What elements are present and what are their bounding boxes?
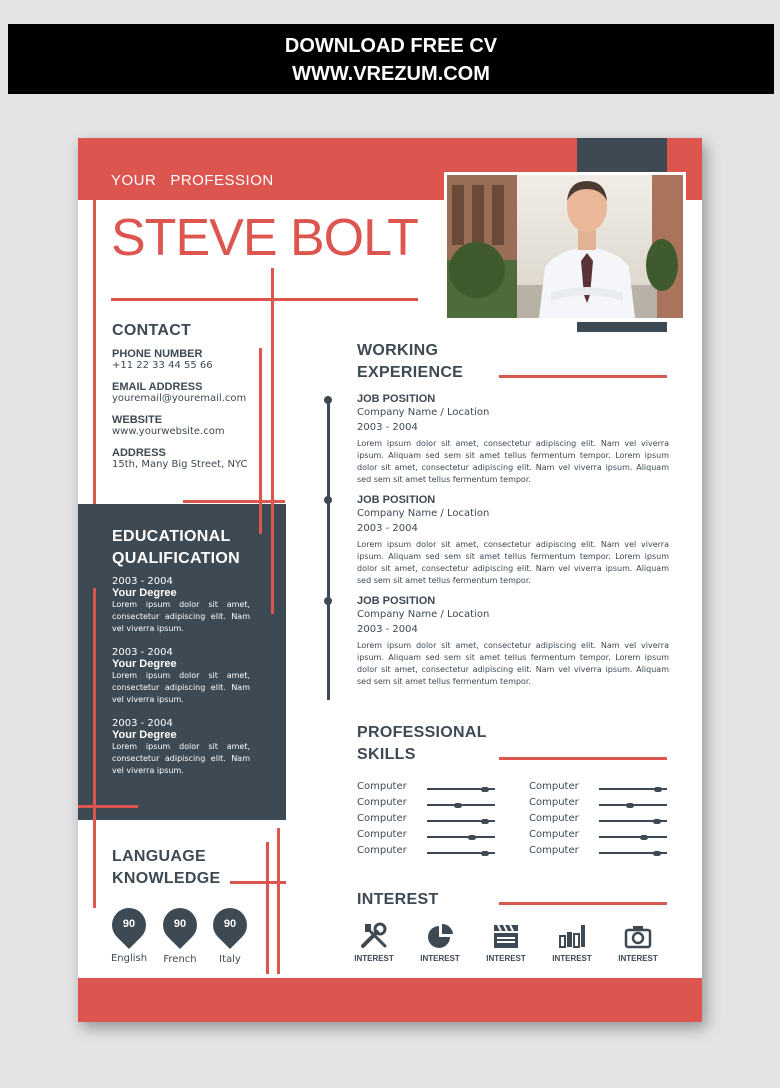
skills-left-column (357, 781, 497, 861)
interest-item (542, 922, 602, 963)
job-title: JOB POSITION (357, 494, 436, 506)
skill-name: Computer (529, 829, 579, 840)
skill-name: Computer (529, 845, 579, 856)
resume-sheet (78, 138, 702, 1022)
deco-line (183, 500, 285, 503)
contact-value: 15th, Many Big Street, NYC (112, 459, 248, 470)
timeline-line (327, 400, 330, 700)
interest-item (410, 922, 470, 963)
edu-years: 2003 - 2004 (112, 647, 173, 658)
contact-value: www.yourwebsite.com (112, 426, 225, 437)
language-title-line: LANGUAGE (112, 848, 206, 865)
interest-label: INTEREST (552, 954, 592, 963)
skill-name: Computer (357, 781, 407, 792)
deco-line (271, 504, 274, 614)
skills-title-line: PROFESSIONAL (357, 724, 487, 741)
skill-bar (427, 804, 495, 806)
edu-years: 2003 - 2004 (112, 576, 173, 587)
deco-line (230, 881, 286, 884)
skill-bar (427, 820, 495, 822)
deco-line (111, 298, 418, 301)
job-desc: Lorem ipsum dolor sit amet, consectetur adipiscing elit. Nam vel viverra ipsum. Aliquam sed sem sit amet tellus fermentum tempor. Lorem ipsum dolor sit amet, consectetur adipiscing elit. Nam vel viverra ipsum. Aliquam sed sem sit amet tellus fermentum tempor. (357, 641, 669, 686)
skills-right-column (529, 781, 669, 861)
tools-icon (359, 922, 389, 950)
contact-label: PHONE NUMBER (112, 348, 203, 360)
contact-label: WEBSITE (112, 414, 163, 426)
top-banner (8, 24, 774, 94)
contact-label: ADDRESS (112, 447, 166, 459)
skill-row (357, 845, 497, 861)
deco-line (499, 757, 667, 760)
skill-row (529, 797, 669, 813)
edu-desc: Lorem ipsum dolor sit amet, consectetur adipiscing elit. Nam vel viverra ipsum. (112, 671, 250, 704)
experience-item (357, 494, 669, 587)
language-name: English (110, 953, 148, 964)
language-name: French (163, 954, 197, 965)
banner-url: WWW.VREZUM.COM (292, 63, 490, 85)
pie-chart-icon (425, 922, 455, 950)
skill-row (529, 781, 669, 797)
contact-title: CONTACT (112, 322, 192, 339)
profession-label: YOUR PROFESSION (111, 172, 274, 189)
profile-photo (447, 175, 683, 318)
skill-bar (599, 836, 667, 838)
skill-level-marker (654, 787, 662, 792)
education-title-line: EDUCATIONAL (112, 528, 231, 545)
deco-line (277, 828, 280, 974)
skill-level-marker (640, 835, 648, 840)
clapperboard-icon (491, 922, 521, 950)
skill-level-marker (653, 819, 661, 824)
experience-item (357, 595, 669, 688)
skill-row (529, 829, 669, 845)
experience-title-line: WORKING (357, 342, 439, 359)
skill-level-marker (653, 851, 661, 856)
bar-chart-icon (557, 922, 587, 950)
camera-icon (623, 922, 653, 950)
edu-desc: Lorem ipsum dolor sit amet, consectetur adipiscing elit. Nam vel viverra ipsum. (112, 742, 250, 775)
skill-level-marker (481, 819, 489, 824)
header-dark-block (577, 138, 667, 172)
skill-name: Computer (357, 845, 407, 856)
interest-label: INTEREST (420, 954, 460, 963)
skill-bar (599, 788, 667, 790)
edu-years: 2003 - 2004 (112, 718, 173, 729)
timeline-dot (324, 496, 332, 504)
experience-title (357, 340, 463, 384)
language-title (112, 846, 220, 890)
skill-bar (427, 852, 495, 854)
education-title (112, 526, 240, 570)
deco-line (499, 902, 667, 905)
job-years: 2003 - 2004 (357, 523, 418, 534)
deco-line (93, 588, 96, 908)
skills-title-line: SKILLS (357, 746, 416, 763)
footer-band (78, 978, 702, 1022)
education-item (112, 647, 250, 718)
job-title: JOB POSITION (357, 393, 436, 405)
edu-desc: Lorem ipsum dolor sit amet, consectetur adipiscing elit. Nam vel viverra ipsum. (112, 600, 250, 633)
edu-degree: Your Degree (112, 658, 177, 670)
skill-name: Computer (357, 813, 407, 824)
contact-email (112, 381, 262, 404)
contact-phone (112, 348, 262, 371)
language-title-line: KNOWLEDGE (112, 870, 221, 887)
interest-label: INTEREST (618, 954, 658, 963)
skill-level-marker (454, 803, 462, 808)
skill-row (357, 813, 497, 829)
language-score: 90 (122, 918, 136, 930)
interest-label: INTEREST (486, 954, 526, 963)
education-item (112, 576, 250, 647)
person-name: STEVE BOLT (111, 209, 418, 267)
contact-address (112, 447, 262, 470)
skill-bar (599, 852, 667, 854)
skill-level-marker (481, 851, 489, 856)
skill-row (357, 797, 497, 813)
education-title-line: QUALIFICATION (112, 550, 241, 567)
job-company: Company Name / Location (357, 508, 490, 519)
contact-value: +11 22 33 44 55 66 (112, 360, 213, 371)
job-company: Company Name / Location (357, 609, 490, 620)
skill-name: Computer (357, 829, 407, 840)
interest-label: INTEREST (354, 954, 394, 963)
skill-row (529, 813, 669, 829)
skill-name: Computer (529, 813, 579, 824)
skill-name: Computer (529, 781, 579, 792)
skill-row (529, 845, 669, 861)
timeline-dot (324, 597, 332, 605)
deco-line (499, 375, 667, 378)
skills-title (357, 722, 487, 766)
education-list (112, 576, 250, 777)
interest-item (344, 922, 404, 963)
skill-name: Computer (529, 797, 579, 808)
job-desc: Lorem ipsum dolor sit amet, consectetur adipiscing elit. Nam vel viverra ipsum. Aliquam sed sem sit amet tellus fermentum tempor. Lorem ipsum dolor sit amet, consectetur adipiscing elit. Nam vel viverra ipsum. Aliquam sed sem sit amet tellus fermentum tempor. (357, 439, 669, 484)
skill-level-marker (626, 803, 634, 808)
job-title: JOB POSITION (357, 595, 436, 607)
skill-row (357, 829, 497, 845)
interest-item (476, 922, 536, 963)
skill-row (357, 781, 497, 797)
deco-line (271, 268, 274, 508)
contact-website (112, 414, 262, 437)
contact-value: youremail@youremail.com (112, 393, 247, 404)
interest-title: INTEREST (357, 891, 439, 908)
photo-accent-bar (577, 322, 667, 332)
banner-title: DOWNLOAD FREE CV (284, 35, 498, 57)
skill-bar (427, 836, 495, 838)
education-item (112, 718, 250, 777)
experience-item (357, 393, 669, 486)
contact-label: EMAIL ADDRESS (112, 381, 203, 393)
edu-degree: Your Degree (112, 587, 177, 599)
timeline-dot (324, 396, 332, 404)
language-score: 90 (223, 918, 237, 930)
job-years: 2003 - 2004 (357, 422, 418, 433)
job-years: 2003 - 2004 (357, 624, 418, 635)
job-company: Company Name / Location (357, 407, 490, 418)
experience-title-line: EXPERIENCE (357, 364, 464, 381)
contact-list (112, 348, 262, 470)
interest-item (608, 922, 668, 963)
deco-line (266, 842, 269, 974)
job-desc: Lorem ipsum dolor sit amet, consectetur adipiscing elit. Nam vel viverra ipsum. Aliquam sed sem sit amet tellus fermentum tempor. Lorem ipsum dolor sit amet, consectetur adipiscing elit. Nam vel viverra ipsum. Aliquam sed sem sit amet tellus fermentum tempor. (357, 540, 669, 585)
skill-bar (599, 820, 667, 822)
deco-line (78, 805, 138, 808)
language-score: 90 (173, 918, 187, 930)
skill-name: Computer (357, 797, 407, 808)
skill-level-marker (481, 787, 489, 792)
edu-degree: Your Degree (112, 729, 177, 741)
skill-bar (427, 788, 495, 790)
language-name: Italy (219, 954, 241, 965)
skill-level-marker (468, 835, 476, 840)
deco-line (259, 504, 262, 534)
skill-bar (599, 804, 667, 806)
